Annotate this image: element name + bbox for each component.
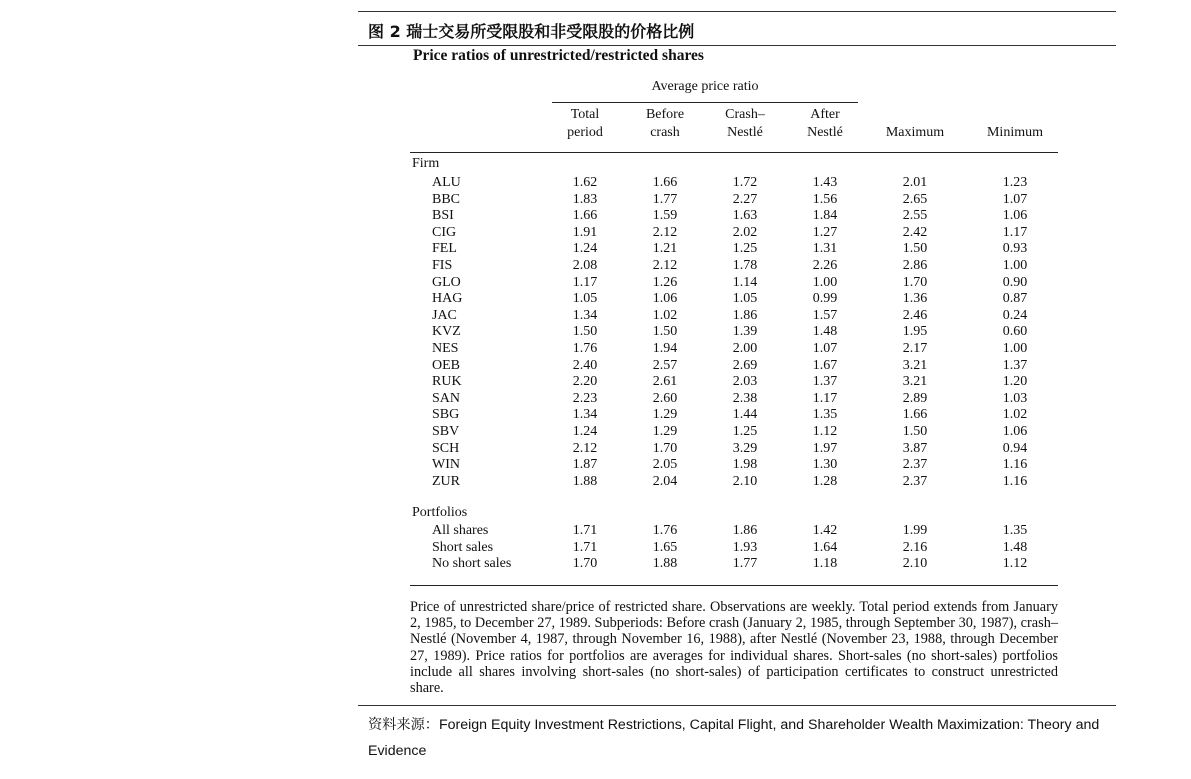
table-cell: 1.66 xyxy=(902,407,928,423)
table-cell: 1.07 xyxy=(812,341,838,356)
table-cell: 0.24 xyxy=(1002,307,1028,323)
table-cell: 2.02 xyxy=(732,224,758,240)
table-cell: 1.64 xyxy=(812,539,838,555)
column-header xyxy=(870,106,960,142)
table-cell: 1.17 xyxy=(1002,224,1028,240)
table-cell: 1.77 xyxy=(732,556,758,572)
column-header-line1: Total xyxy=(570,107,600,122)
table-cell: 1.63 xyxy=(732,208,758,224)
table-cell: 1.50 xyxy=(652,324,678,340)
table-row xyxy=(410,275,1062,292)
table-cell: 1.88 xyxy=(652,556,678,572)
table-cell: 1.94 xyxy=(652,341,678,356)
table-cell: 2.89 xyxy=(902,390,928,406)
figure-title: 图 2 瑞士交易所受限股和非受限股的价格比例 xyxy=(368,22,695,41)
table-cell: 1.26 xyxy=(652,274,678,290)
column-header-line2: Minimum xyxy=(986,125,1043,140)
table-cell: 1.25 xyxy=(732,241,758,257)
table-cell: 2.17 xyxy=(902,341,928,356)
table-cell: 1.06 xyxy=(1002,208,1028,224)
table-cell: 0.87 xyxy=(1002,291,1028,307)
table-cell: 1.00 xyxy=(812,274,838,290)
table-cell: 1.59 xyxy=(652,208,678,224)
table-cell: 1.50 xyxy=(572,324,598,340)
table-cell: 2.01 xyxy=(902,175,928,190)
row-label: BSI xyxy=(432,208,454,224)
table-cell: 2.40 xyxy=(572,357,598,373)
table-cell: 0.99 xyxy=(812,291,838,307)
table-cell: 1.12 xyxy=(812,424,838,439)
table-cell: 1.70 xyxy=(652,440,678,456)
table-row xyxy=(410,391,1062,408)
table-cell: 1.34 xyxy=(572,307,598,323)
table-cell: 1.36 xyxy=(902,291,928,307)
table-cell: 2.10 xyxy=(732,473,758,489)
table-cell: 1.95 xyxy=(902,324,928,340)
row-label: WIN xyxy=(432,457,460,473)
table-cell: 1.42 xyxy=(812,523,838,538)
row-label: OEB xyxy=(432,357,460,373)
table-cell: 1.25 xyxy=(732,424,758,439)
table-cell: 1.17 xyxy=(812,390,838,406)
column-header xyxy=(780,106,870,142)
table-cell: 1.16 xyxy=(1002,457,1028,473)
row-label: HAG xyxy=(432,291,463,307)
row-label: SCH xyxy=(432,440,460,456)
top-rule xyxy=(358,11,1116,12)
row-label: SAN xyxy=(432,390,461,406)
table-cell: 0.93 xyxy=(1002,241,1028,257)
column-header-line1: After xyxy=(810,107,840,122)
row-label: NES xyxy=(432,341,459,356)
table-cell: 2.08 xyxy=(572,258,598,273)
table-cell: 1.03 xyxy=(1002,390,1028,406)
table-row xyxy=(410,407,1062,424)
table-cell: 1.07 xyxy=(1002,191,1028,207)
table-cell: 1.23 xyxy=(1002,175,1028,190)
table-cell: 1.37 xyxy=(812,374,838,390)
table-cell: 3.21 xyxy=(902,357,928,373)
table-cell: 2.00 xyxy=(732,341,758,356)
row-label: FIS xyxy=(432,258,453,273)
table-cell: 1.57 xyxy=(812,307,838,323)
table-cell: 1.71 xyxy=(572,539,598,555)
portfolios-section-label: Portfolios xyxy=(412,505,468,520)
table-cell: 1.00 xyxy=(1002,341,1028,356)
row-label: KVZ xyxy=(432,324,461,340)
row-label: ZUR xyxy=(432,473,460,489)
table-cell: 2.16 xyxy=(902,539,928,555)
table-cell: 1.93 xyxy=(732,539,758,555)
table-cell: 2.23 xyxy=(572,390,598,406)
table-cell: 1.66 xyxy=(572,208,598,224)
table-cell: 1.35 xyxy=(812,407,838,423)
table-cell: 1.18 xyxy=(812,556,838,572)
table-cell: 1.29 xyxy=(652,407,678,423)
table-row xyxy=(410,258,1062,275)
table-row xyxy=(410,457,1062,474)
table-cell: 2.38 xyxy=(732,390,758,406)
row-label: ALU xyxy=(432,175,461,190)
table-note: Price of unrestricted share/price of restricted share. Observations are weekly. Total period extends from January 2, 1985, to December 27, 1989. Subperiods: Before crash (January 2, 1985, through September 30, 1987), crash–Nestlé (November 4, 1987, through November 16, 1988), after Nestlé (November 23, 1988, through December 27, 1989). Price ratios for portfolios are averages for individual shares. Short-sales (no short-sales) portfolios include all shares involving short-sales (no short-sales) of participation certificates to construct unrestricted share. xyxy=(410,599,1058,697)
table-cell: 2.57 xyxy=(652,357,678,373)
table-cell: 1.62 xyxy=(572,175,598,190)
table-cell: 2.10 xyxy=(902,556,928,572)
table-cell: 1.71 xyxy=(572,523,598,538)
table-cell: 1.39 xyxy=(732,324,758,340)
table-cell: 1.24 xyxy=(572,424,598,439)
table-cell: 2.61 xyxy=(652,374,678,390)
table-cell: 2.12 xyxy=(652,258,678,273)
table-cell: 1.28 xyxy=(812,473,838,489)
table-cell: 0.94 xyxy=(1002,440,1028,456)
table-row xyxy=(410,474,1062,491)
table-cell: 3.21 xyxy=(902,374,928,390)
table-cell: 3.29 xyxy=(732,440,758,456)
row-label: Short sales xyxy=(432,539,494,555)
table-cell: 1.24 xyxy=(572,241,598,257)
table-cell: 1.86 xyxy=(732,307,758,323)
table-cell: 1.83 xyxy=(572,191,598,207)
table-cell: 2.65 xyxy=(902,191,928,207)
table-cell: 2.27 xyxy=(732,191,758,207)
table-cell: 1.66 xyxy=(652,175,678,190)
table-cell: 1.16 xyxy=(1002,473,1028,489)
table-cell: 1.37 xyxy=(1002,357,1028,373)
table-cell: 1.02 xyxy=(652,307,678,323)
table-cell: 2.42 xyxy=(902,224,928,240)
row-label: CIG xyxy=(432,224,457,240)
column-header-line2: period xyxy=(567,125,603,140)
table-cell: 1.43 xyxy=(812,175,838,190)
table-row xyxy=(410,225,1062,242)
table-cell: 1.76 xyxy=(572,341,598,356)
table-cell: 1.02 xyxy=(1002,407,1028,423)
column-header xyxy=(970,106,1060,142)
table-cell: 1.65 xyxy=(652,539,678,555)
table-cell: 1.88 xyxy=(572,473,598,489)
table-cell: 2.03 xyxy=(732,374,758,390)
table-cell: 2.12 xyxy=(572,440,598,456)
group-header-rule xyxy=(552,102,858,103)
row-label: JAC xyxy=(432,307,457,323)
table-cell: 1.56 xyxy=(812,191,838,207)
table-cell: 1.72 xyxy=(732,175,758,190)
table-cell: 1.84 xyxy=(812,208,838,224)
table-cell: 2.12 xyxy=(652,224,678,240)
table-cell: 1.78 xyxy=(732,258,758,273)
table-cell: 0.90 xyxy=(1002,274,1028,290)
table-cell: 1.50 xyxy=(902,424,928,439)
table-cell: 1.48 xyxy=(812,324,838,340)
table-cell: 2.86 xyxy=(902,258,928,273)
group-header: Average price ratio xyxy=(651,79,759,94)
table-cell: 2.04 xyxy=(652,473,678,489)
table-cell: 1.99 xyxy=(902,523,928,538)
table-cell: 1.21 xyxy=(652,241,678,257)
column-header-line2: Nestlé xyxy=(727,125,763,140)
column-header-line2: Nestlé xyxy=(807,125,843,140)
source-rule xyxy=(358,705,1116,706)
row-label: SBG xyxy=(432,407,460,423)
table-cell: 1.00 xyxy=(1002,258,1028,273)
table-cell: 1.20 xyxy=(1002,374,1028,390)
column-header-line1 xyxy=(970,106,1060,124)
table-row xyxy=(410,540,1062,557)
table-cell: 1.06 xyxy=(652,291,678,307)
table-cell: 1.31 xyxy=(812,241,838,257)
table-cell: 1.91 xyxy=(572,224,598,240)
table-cell: 2.69 xyxy=(732,357,758,373)
table-row xyxy=(410,341,1062,358)
column-header xyxy=(620,106,710,142)
column-header-line2: crash xyxy=(650,125,680,140)
table-cell: 1.12 xyxy=(1002,556,1028,572)
table-cell: 1.70 xyxy=(902,274,928,290)
table-cell: 1.87 xyxy=(572,457,598,473)
table-row xyxy=(410,291,1062,308)
table-row xyxy=(410,441,1062,458)
table-cell: 2.46 xyxy=(902,307,928,323)
header-rule xyxy=(410,152,1058,153)
table-cell: 1.05 xyxy=(732,291,758,307)
table-cell: 1.34 xyxy=(572,407,598,423)
firm-section-label: Firm xyxy=(412,156,440,171)
table-row xyxy=(410,308,1062,325)
column-header-line1 xyxy=(870,106,960,124)
table-cell: 1.35 xyxy=(1002,523,1028,538)
row-label: RUK xyxy=(432,374,462,390)
table-bottom-rule xyxy=(410,585,1058,586)
table-row xyxy=(410,374,1062,391)
table-cell: 1.70 xyxy=(572,556,598,572)
table-cell: 1.05 xyxy=(572,291,598,307)
table-cell: 3.87 xyxy=(902,440,928,456)
table-cell: 2.37 xyxy=(902,473,928,489)
row-label: No short sales xyxy=(432,556,512,572)
table-row xyxy=(410,241,1062,258)
row-label: All shares xyxy=(432,523,489,538)
table-cell: 2.37 xyxy=(902,457,928,473)
table-cell: 1.77 xyxy=(652,191,678,207)
column-header-line1: Before xyxy=(645,107,685,122)
table-row xyxy=(410,556,1062,573)
table-title: Price ratios of unrestricted/restricted shares xyxy=(413,47,704,64)
table-row xyxy=(410,175,1062,192)
table-cell: 1.98 xyxy=(732,457,758,473)
table-cell: 1.17 xyxy=(572,274,598,290)
table-cell: 1.50 xyxy=(902,241,928,257)
row-label: BBC xyxy=(432,191,461,207)
table-cell: 1.27 xyxy=(812,224,838,240)
table-row xyxy=(410,424,1062,441)
table-cell: 1.30 xyxy=(812,457,838,473)
column-header xyxy=(700,106,790,142)
table-cell: 1.44 xyxy=(732,407,758,423)
column-header-line1: Crash– xyxy=(725,107,765,122)
table-cell: 1.76 xyxy=(652,523,678,538)
title-rule xyxy=(358,45,1116,46)
table-cell: 2.20 xyxy=(572,374,598,390)
table-cell: 2.55 xyxy=(902,208,928,224)
table-cell: 1.97 xyxy=(812,440,838,456)
row-label: GLO xyxy=(432,274,461,290)
table-row xyxy=(410,358,1062,375)
row-label: FEL xyxy=(432,241,457,257)
table-cell: 1.06 xyxy=(1002,424,1028,439)
table-row xyxy=(410,192,1062,209)
column-header xyxy=(540,106,630,142)
table-row xyxy=(410,523,1062,540)
table-cell: 2.05 xyxy=(652,457,678,473)
table-cell: 1.67 xyxy=(812,357,838,373)
table-cell: 2.60 xyxy=(652,390,678,406)
source-citation: 资料来源：Foreign Equity Investment Restrictions, Capital Flight, and Shareholder Wealth Maximization: Theory and Evidence xyxy=(368,717,1100,759)
table-row xyxy=(410,208,1062,225)
table-cell: 1.86 xyxy=(732,523,758,538)
table-cell: 2.26 xyxy=(812,258,838,273)
table-row xyxy=(410,324,1062,341)
column-header-line2: Maximum xyxy=(885,125,945,140)
table-cell: 1.29 xyxy=(652,424,678,439)
row-label: SBV xyxy=(432,424,460,439)
table-cell: 1.14 xyxy=(732,274,758,290)
table-cell: 1.48 xyxy=(1002,539,1028,555)
table-cell: 0.60 xyxy=(1002,324,1028,340)
